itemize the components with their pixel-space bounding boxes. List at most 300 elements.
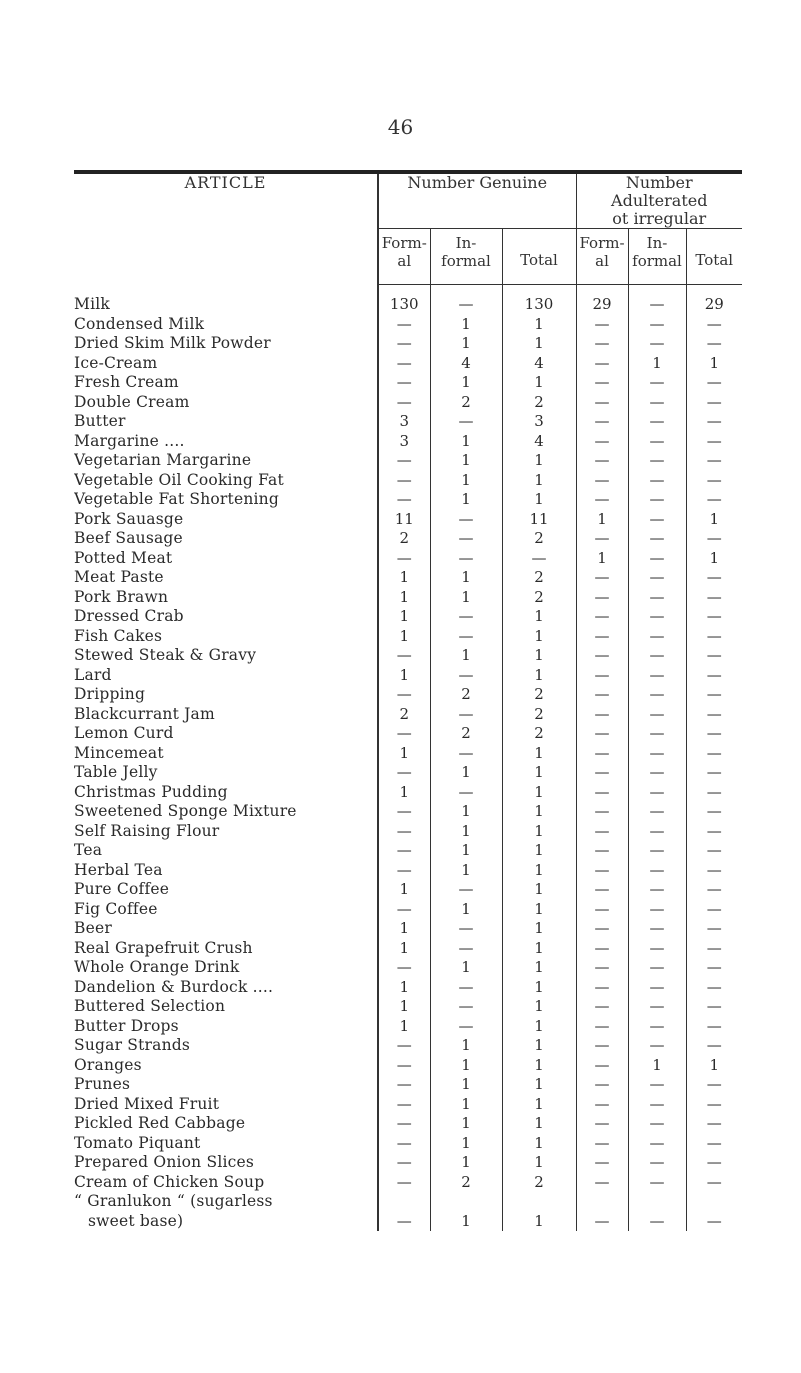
cell-a-informal: — — [628, 285, 686, 315]
cell-a-total: — — [686, 1114, 742, 1134]
cell-a-formal: — — [576, 802, 628, 822]
cell-a-informal: — — [628, 373, 686, 393]
cell-a-total: — — [686, 432, 742, 452]
table-row — [74, 705, 742, 725]
cell-g-total: 1 — [502, 373, 576, 393]
cell-g-total: 4 — [502, 354, 576, 374]
cell-g-total: 1 — [502, 744, 576, 764]
table-row — [74, 646, 742, 666]
cell-a-informal: — — [628, 763, 686, 783]
cell-a-total: — — [686, 822, 742, 842]
cell-a-informal: — — [628, 724, 686, 744]
cell-a-total: — — [686, 529, 742, 549]
cell-a-total: — — [686, 1075, 742, 1095]
cell-g-formal: — — [378, 315, 430, 335]
cell-g-informal: 1 — [430, 1192, 502, 1231]
cell-g-formal: — — [378, 490, 430, 510]
cell-g-formal: — — [378, 861, 430, 881]
cell-a-total: — — [686, 315, 742, 335]
cell-a-total: 1 — [686, 354, 742, 374]
article-name: Ice-Cream — [74, 353, 158, 372]
cell-a-formal: — — [576, 315, 628, 335]
adulterated-formal-header: Form- al — [576, 229, 628, 285]
cell-a-formal: — — [576, 1056, 628, 1076]
cell-g-total: 2 — [502, 588, 576, 608]
cell-g-informal: 1 — [430, 1075, 502, 1095]
article-name: Dried Skim Milk Powder — [74, 334, 271, 352]
cell-g-informal: 1 — [430, 471, 502, 491]
cell-a-total: — — [686, 802, 742, 822]
article-name: Pork Brawn — [74, 587, 169, 606]
cell-a-formal: — — [576, 783, 628, 803]
cell-g-total: 2 — [502, 529, 576, 549]
cell-a-informal: — — [628, 490, 686, 510]
cell-a-formal: — — [576, 451, 628, 471]
cell-a-informal: — — [628, 1095, 686, 1115]
cell-g-formal: — — [378, 1173, 430, 1193]
cell-g-formal: — — [378, 451, 430, 471]
cell-a-formal: — — [576, 646, 628, 666]
cell-a-total: — — [686, 919, 742, 939]
cell-g-formal: — — [378, 724, 430, 744]
cell-a-formal: — — [576, 822, 628, 842]
cell-g-formal: 1 — [378, 978, 430, 998]
cell-a-total: — — [686, 763, 742, 783]
cell-g-total: 1 — [502, 900, 576, 920]
cell-a-total: — — [686, 412, 742, 432]
cell-g-formal: — — [378, 354, 430, 374]
genuine-total-header: Total — [502, 229, 576, 285]
cell-g-formal: — — [378, 822, 430, 842]
article-name: Fresh Cream — [74, 373, 179, 391]
article-name: Dandelion & Burdock .... — [74, 977, 274, 996]
cell-g-formal: 130 — [378, 285, 430, 315]
cell-a-informal: — — [628, 1036, 686, 1056]
cell-a-total: — — [686, 666, 742, 686]
cell-g-formal: 1 — [378, 744, 430, 764]
cell-g-formal: — — [378, 471, 430, 491]
cell-g-informal: 1 — [430, 490, 502, 510]
cell-g-formal: — — [378, 958, 430, 978]
cell-g-informal: — — [430, 997, 502, 1017]
table-row — [74, 373, 742, 393]
cell-g-total: 2 — [502, 1173, 576, 1193]
cell-g-informal: — — [430, 880, 502, 900]
cell-g-total: 1 — [502, 1153, 576, 1173]
cell-a-formal: — — [576, 490, 628, 510]
table-row — [74, 549, 742, 569]
table-row — [74, 1173, 742, 1193]
article-name: Sugar Strands — [74, 1036, 191, 1054]
article-name: Whole Orange Drink — [74, 958, 240, 976]
cell-g-formal: 1 — [378, 919, 430, 939]
table-row — [74, 1017, 742, 1037]
article-name: Vegetable Fat Shortening — [74, 490, 279, 508]
cell-a-informal: — — [628, 510, 686, 530]
cell-g-formal: — — [378, 373, 430, 393]
cell-g-formal: — — [378, 763, 430, 783]
article-name: Fig Coffee — [74, 899, 158, 918]
article-name: Milk — [74, 294, 110, 313]
cell-g-total: 11 — [502, 510, 576, 530]
cell-a-informal: — — [628, 978, 686, 998]
cell-a-total: — — [686, 783, 742, 803]
cell-g-total: 1 — [502, 1192, 576, 1231]
article-name: Pork Sauasge — [74, 509, 184, 528]
cell-g-total: 2 — [502, 705, 576, 725]
cell-a-informal: — — [628, 744, 686, 764]
cell-a-informal: — — [628, 1153, 686, 1173]
cell-g-informal: — — [430, 1017, 502, 1037]
cell-a-total: — — [686, 997, 742, 1017]
cell-a-informal: — — [628, 1134, 686, 1154]
cell-g-total: 1 — [502, 1017, 576, 1037]
cell-g-informal: 1 — [430, 588, 502, 608]
table-row — [74, 510, 742, 530]
cell-a-total: — — [686, 490, 742, 510]
article-name: Margarine .... — [74, 431, 185, 450]
cell-g-informal: 1 — [430, 646, 502, 666]
cell-a-formal: — — [576, 997, 628, 1017]
cell-g-total: 1 — [502, 841, 576, 861]
table-row — [74, 841, 742, 861]
cell-g-total: 1 — [502, 997, 576, 1017]
food-samples-table — [74, 170, 742, 1231]
cell-a-total: — — [686, 1153, 742, 1173]
cell-g-informal: 1 — [430, 373, 502, 393]
cell-a-formal: — — [576, 1153, 628, 1173]
cell-a-formal: — — [576, 334, 628, 354]
cell-g-total: 2 — [502, 685, 576, 705]
cell-g-total: 1 — [502, 1056, 576, 1076]
cell-g-total: 1 — [502, 880, 576, 900]
cell-g-informal: 2 — [430, 393, 502, 413]
table-row — [74, 900, 742, 920]
cell-a-total: — — [686, 744, 742, 764]
article-name: Fish Cakes — [74, 626, 163, 645]
cell-a-informal: — — [628, 939, 686, 959]
cell-g-informal: 1 — [430, 334, 502, 354]
cell-a-informal: — — [628, 666, 686, 686]
table-row — [74, 568, 742, 588]
cell-a-formal: — — [576, 1114, 628, 1134]
cell-g-total: 1 — [502, 1134, 576, 1154]
table-row — [74, 529, 742, 549]
cell-g-informal: — — [430, 549, 502, 569]
table-row — [74, 1153, 742, 1173]
cell-a-total: — — [686, 685, 742, 705]
cell-a-formal: — — [576, 432, 628, 452]
cell-a-formal: — — [576, 841, 628, 861]
cell-g-total: 1 — [502, 334, 576, 354]
cell-a-total: — — [686, 978, 742, 998]
cell-a-informal: — — [628, 1173, 686, 1193]
article-name: Dried Mixed Fruit — [74, 1094, 220, 1113]
cell-g-formal: — — [378, 549, 430, 569]
cell-g-informal: — — [430, 510, 502, 530]
cell-a-total: — — [686, 958, 742, 978]
cell-a-total: — — [686, 471, 742, 491]
cell-a-formal: — — [576, 1134, 628, 1154]
cell-a-total: — — [686, 627, 742, 647]
cell-a-formal: — — [576, 724, 628, 744]
cell-a-total: 29 — [686, 285, 742, 315]
cell-a-total: — — [686, 1134, 742, 1154]
cell-g-formal: — — [378, 802, 430, 822]
table-row — [74, 627, 742, 647]
cell-a-total: — — [686, 451, 742, 471]
article-name: Table Jelly — [74, 763, 158, 781]
cell-a-informal: — — [628, 802, 686, 822]
cell-g-informal: — — [430, 783, 502, 803]
cell-g-informal: 1 — [430, 841, 502, 861]
cell-a-total: — — [686, 607, 742, 627]
cell-g-total: 2 — [502, 568, 576, 588]
table-row — [74, 939, 742, 959]
article-name: “ Granlukon “ (sugarless sweet base) — [74, 1192, 273, 1230]
cell-a-total: — — [686, 1017, 742, 1037]
cell-g-total: 1 — [502, 490, 576, 510]
article-name: Tea — [74, 841, 103, 859]
cell-g-formal: — — [378, 1192, 430, 1231]
cell-g-informal: 1 — [430, 315, 502, 335]
cell-g-total: 1 — [502, 958, 576, 978]
cell-g-total: 1 — [502, 451, 576, 471]
cell-a-formal: — — [576, 393, 628, 413]
cell-g-formal: — — [378, 1153, 430, 1173]
cell-g-total: 1 — [502, 1114, 576, 1134]
cell-a-formal: 1 — [576, 510, 628, 530]
cell-g-total: 130 — [502, 285, 576, 315]
cell-a-informal: — — [628, 646, 686, 666]
cell-g-informal: 2 — [430, 685, 502, 705]
cell-a-informal: — — [628, 997, 686, 1017]
cell-a-formal: — — [576, 861, 628, 881]
cell-g-informal: 1 — [430, 451, 502, 471]
cell-g-formal: 1 — [378, 627, 430, 647]
cell-g-formal: 1 — [378, 997, 430, 1017]
cell-g-informal: 1 — [430, 822, 502, 842]
table-row — [74, 666, 742, 686]
cell-a-formal: 1 — [576, 549, 628, 569]
cell-g-total: 1 — [502, 763, 576, 783]
article-name: Pickled Red Cabbage — [74, 1114, 246, 1132]
cell-g-informal: 1 — [430, 958, 502, 978]
article-name: Self Raising Flour — [74, 821, 220, 840]
table-row — [74, 822, 742, 842]
cell-a-informal: — — [628, 451, 686, 471]
adulterated-total-header: Total — [686, 229, 742, 285]
cell-a-total: 1 — [686, 510, 742, 530]
genuine-formal-header: Form- al — [378, 229, 430, 285]
cell-g-total: 1 — [502, 315, 576, 335]
cell-a-informal: — — [628, 607, 686, 627]
cell-a-total: — — [686, 646, 742, 666]
article-name: Lard — [74, 665, 112, 684]
cell-a-formal: — — [576, 568, 628, 588]
cell-g-formal: 1 — [378, 588, 430, 608]
cell-a-formal: — — [576, 1173, 628, 1193]
cell-a-informal: — — [628, 588, 686, 608]
article-name: Vegetarian Margarine — [74, 451, 252, 469]
cell-g-formal: — — [378, 900, 430, 920]
article-name: Butter — [74, 412, 126, 430]
table-row — [74, 432, 742, 452]
cell-g-informal: — — [430, 285, 502, 315]
cell-a-formal: — — [576, 978, 628, 998]
cell-g-total: 1 — [502, 822, 576, 842]
cell-g-formal: — — [378, 1134, 430, 1154]
table-row — [74, 861, 742, 881]
cell-a-formal: — — [576, 607, 628, 627]
article-name: Beef Sausage — [74, 529, 183, 547]
cell-g-informal: — — [430, 627, 502, 647]
article-name: Christmas Pudding — [74, 782, 228, 801]
cell-a-total: — — [686, 568, 742, 588]
cell-g-total: 1 — [502, 627, 576, 647]
cell-a-informal: — — [628, 1114, 686, 1134]
cell-a-formal: — — [576, 666, 628, 686]
table-row — [74, 490, 742, 510]
cell-a-informal: — — [628, 861, 686, 881]
article-name: Double Cream — [74, 392, 190, 411]
article-name: Prunes — [74, 1075, 131, 1093]
cell-g-formal: 1 — [378, 666, 430, 686]
cell-a-informal: — — [628, 1017, 686, 1037]
cell-g-formal: 1 — [378, 1017, 430, 1037]
cell-g-informal: — — [430, 705, 502, 725]
cell-a-formal: — — [576, 588, 628, 608]
article-name: Stewed Steak & Gravy — [74, 646, 257, 664]
cell-g-formal: — — [378, 1036, 430, 1056]
table-row — [74, 1075, 742, 1095]
cell-a-informal: — — [628, 315, 686, 335]
cell-g-formal: 11 — [378, 510, 430, 530]
cell-a-formal: — — [576, 471, 628, 491]
cell-a-informal: — — [628, 334, 686, 354]
cell-a-formal: 29 — [576, 285, 628, 315]
cell-g-total: 1 — [502, 646, 576, 666]
cell-a-formal: — — [576, 705, 628, 725]
article-name: Cream of Chicken Soup — [74, 1172, 265, 1191]
cell-g-formal: 1 — [378, 607, 430, 627]
cell-g-informal: — — [430, 978, 502, 998]
cell-g-formal: — — [378, 1114, 430, 1134]
table-row — [74, 354, 742, 374]
cell-g-informal: 1 — [430, 1134, 502, 1154]
table-row — [74, 1036, 742, 1056]
cell-g-total: 1 — [502, 861, 576, 881]
cell-a-total: — — [686, 1095, 742, 1115]
table-row — [74, 685, 742, 705]
cell-g-total: 1 — [502, 607, 576, 627]
article-name: Pure Coffee — [74, 880, 170, 898]
cell-a-informal: — — [628, 627, 686, 647]
table-row — [74, 763, 742, 783]
table-row — [74, 412, 742, 432]
cell-g-informal: 1 — [430, 432, 502, 452]
cell-a-total: — — [686, 939, 742, 959]
article-name: Lemon Curd — [74, 724, 174, 742]
article-name: Blackcurrant Jam — [74, 704, 215, 723]
genuine-informal-header: In- formal — [430, 229, 502, 285]
adulterated-informal-header: In- formal — [628, 229, 686, 285]
cell-a-total: 1 — [686, 549, 742, 569]
table-row — [74, 802, 742, 822]
cell-a-formal: — — [576, 919, 628, 939]
cell-a-informal: — — [628, 685, 686, 705]
cell-a-formal: — — [576, 354, 628, 374]
article-name: Prepared Onion Slices — [74, 1153, 255, 1171]
table-row — [74, 285, 742, 315]
cell-g-total: 1 — [502, 783, 576, 803]
cell-a-informal: — — [628, 432, 686, 452]
article-name: Oranges — [74, 1055, 142, 1074]
cell-a-formal: — — [576, 1095, 628, 1115]
article-name: Potted Meat — [74, 548, 173, 567]
article-name: Sweetened Sponge Mixture — [74, 802, 297, 820]
cell-g-formal: 1 — [378, 568, 430, 588]
cell-a-formal: — — [576, 900, 628, 920]
cell-a-total: — — [686, 861, 742, 881]
page-number: 46 — [387, 115, 414, 139]
cell-a-total: — — [686, 393, 742, 413]
cell-a-informal: — — [628, 471, 686, 491]
cell-g-total: 1 — [502, 978, 576, 998]
cell-a-informal: — — [628, 549, 686, 569]
cell-g-formal: 2 — [378, 705, 430, 725]
cell-g-total: — — [502, 549, 576, 569]
cell-a-informal: — — [628, 393, 686, 413]
article-name: Condensed Milk — [74, 314, 205, 333]
cell-a-informal: — — [628, 900, 686, 920]
article-name: Vegetable Oil Cooking Fat — [74, 470, 284, 489]
table-row — [74, 1192, 742, 1231]
cell-g-total: 1 — [502, 919, 576, 939]
article-name: Dripping — [74, 685, 146, 703]
table-row — [74, 997, 742, 1017]
cell-g-informal: 1 — [430, 1114, 502, 1134]
cell-a-informal: — — [628, 841, 686, 861]
cell-g-total: 1 — [502, 939, 576, 959]
cell-a-total: — — [686, 900, 742, 920]
table-row — [74, 315, 742, 335]
cell-g-formal: — — [378, 841, 430, 861]
article-name: Tomato Piquant — [74, 1133, 201, 1152]
article-name: Meat Paste — [74, 568, 164, 586]
cell-a-informal: 1 — [628, 354, 686, 374]
cell-g-informal: 1 — [430, 763, 502, 783]
cell-g-formal: 3 — [378, 412, 430, 432]
cell-g-informal: 1 — [430, 1153, 502, 1173]
cell-a-informal: — — [628, 412, 686, 432]
cell-a-total: — — [686, 1036, 742, 1056]
cell-g-total: 4 — [502, 432, 576, 452]
table-row — [74, 471, 742, 491]
cell-g-formal: — — [378, 334, 430, 354]
cell-g-formal: 1 — [378, 939, 430, 959]
table-row — [74, 1134, 742, 1154]
cell-a-total: — — [686, 841, 742, 861]
cell-g-total: 1 — [502, 666, 576, 686]
cell-g-informal: 1 — [430, 802, 502, 822]
table-row — [74, 607, 742, 627]
cell-g-informal: — — [430, 412, 502, 432]
cell-a-total: — — [686, 334, 742, 354]
article-name: Herbal Tea — [74, 860, 163, 879]
cell-a-formal: — — [576, 1192, 628, 1231]
cell-a-informal: 1 — [628, 1056, 686, 1076]
